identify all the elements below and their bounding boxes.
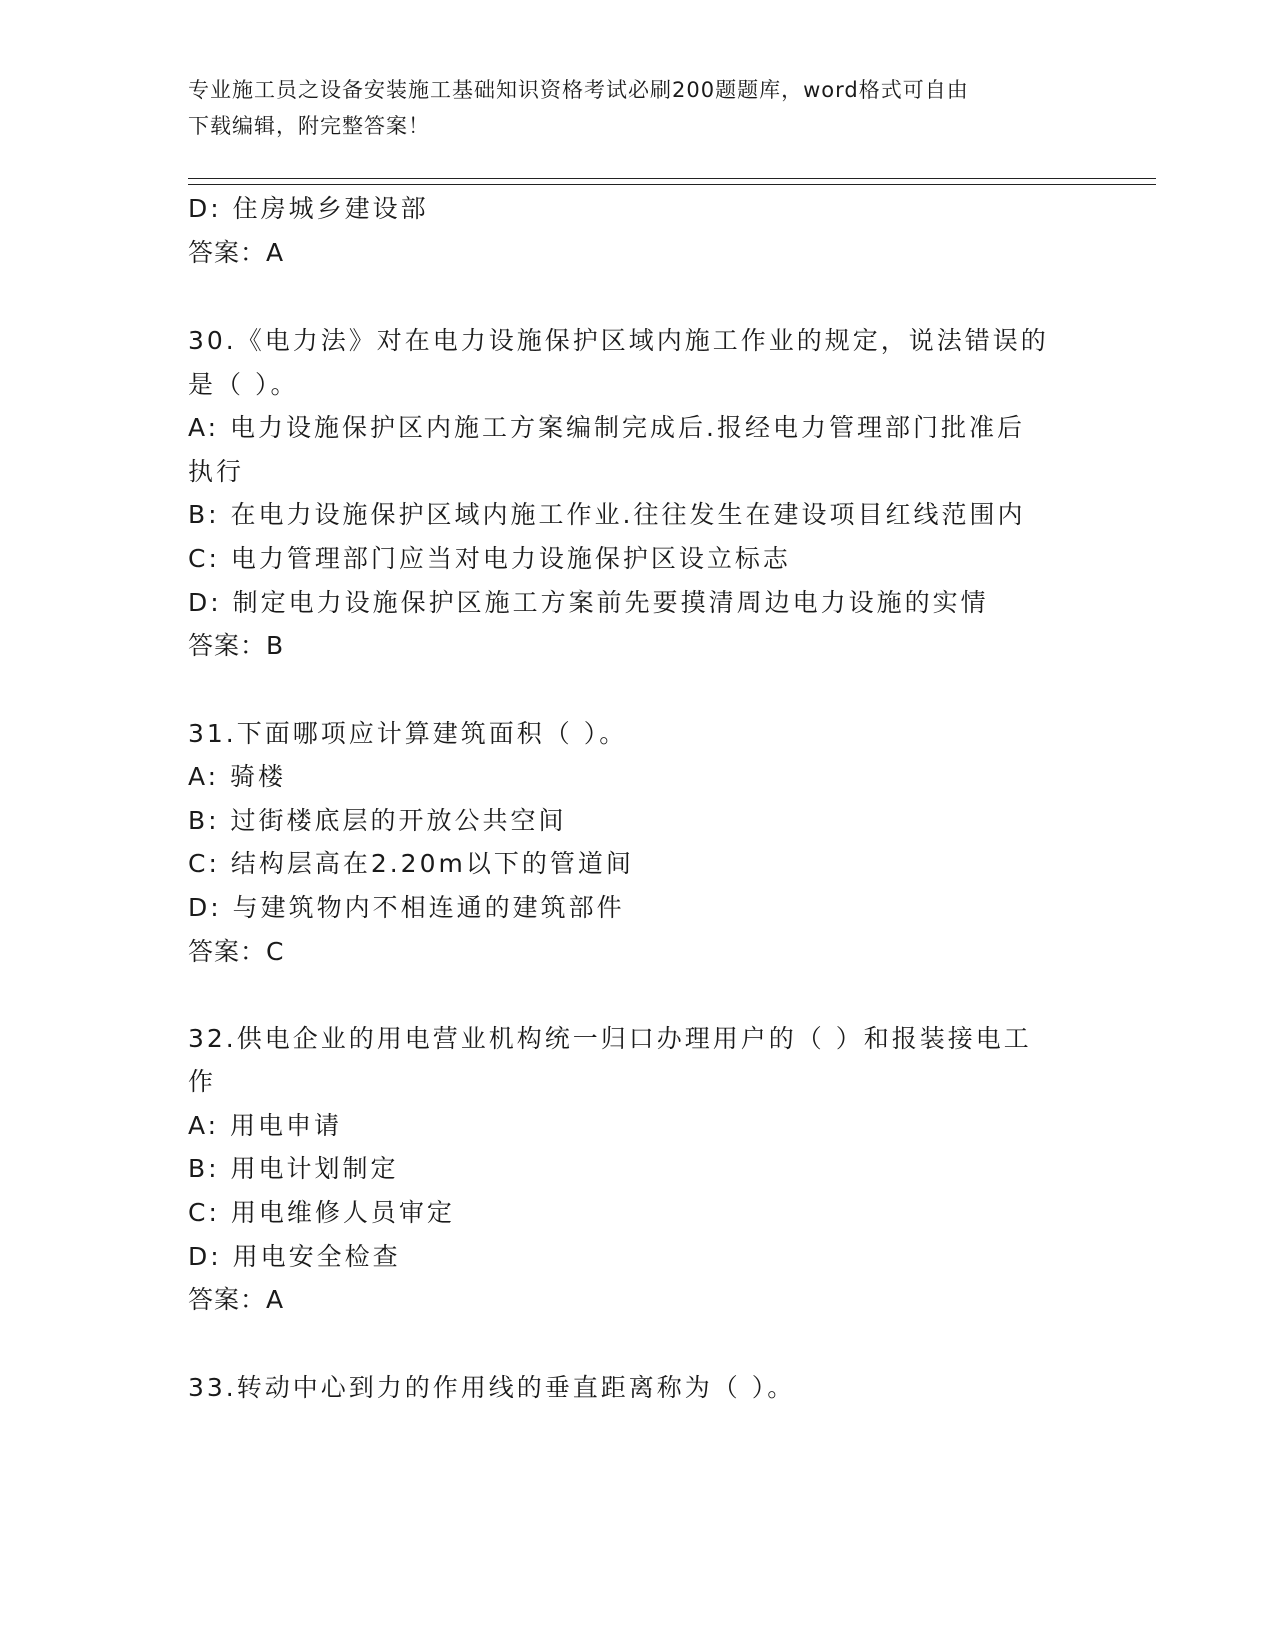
q30-stem-line-2: 是（ ）。 — [188, 370, 299, 399]
q30-option-a-line-1: A: 电力设施保护区内施工方案编制完成后.报经电力管理部门批准后 — [188, 413, 1025, 442]
q30-stem-line-1: 30.《电力法》对在电力设施保护区域内施工作业的规定，说法错误的 — [188, 326, 1049, 355]
q31-option-d: D: 与建筑物内不相连通的建筑部件 — [188, 893, 625, 922]
q30-answer: 答案：B — [188, 631, 285, 660]
header-rule-bottom — [188, 184, 1156, 185]
q32-option-a: A: 用电申请 — [188, 1111, 343, 1140]
q32-option-c: C: 用电维修人员审定 — [188, 1198, 455, 1227]
document-header — [188, 72, 1068, 144]
header-line-1: 专业施工员之设备安装施工基础知识资格考试必刷200题题库，word格式可自由 — [188, 78, 969, 102]
q31-answer: 答案：C — [188, 937, 285, 966]
q30-option-c: C: 电力管理部门应当对电力设施保护区设立标志 — [188, 544, 791, 573]
q30-option-d: D: 制定电力设施保护区施工方案前先要摸清周边电力设施的实情 — [188, 588, 989, 617]
q30-option-b: B: 在电力设施保护区域内施工作业.往往发生在建设项目红线范围内 — [188, 500, 1026, 529]
q31-option-c: C: 结构层高在2.20m以下的管道间 — [188, 849, 634, 878]
prev-answer: 答案：A — [188, 238, 285, 267]
q32-option-d: D: 用电安全检查 — [188, 1242, 401, 1271]
q31-option-b: B: 过街楼底层的开放公共空间 — [188, 806, 567, 835]
q33-stem: 33.转动中心到力的作用线的垂直距离称为（ ）。 — [188, 1373, 796, 1402]
q32-stem-line-1: 32.供电企业的用电营业机构统一归口办理用户的（ ）和报装接电工 — [188, 1024, 1032, 1053]
q32-answer: 答案：A — [188, 1285, 285, 1314]
prev-option-d: D: 住房城乡建设部 — [188, 194, 429, 223]
header-line-2: 下载编辑，附完整答案！ — [188, 114, 430, 138]
q30-option-a-line-2: 执行 — [188, 457, 245, 486]
q31-option-a: A: 骑楼 — [188, 762, 287, 791]
q31-stem: 31.下面哪项应计算建筑面积（ ）。 — [188, 719, 628, 748]
header-rule-top — [188, 178, 1156, 179]
q32-stem-line-2: 作 — [188, 1067, 217, 1096]
q32-option-b: B: 用电计划制定 — [188, 1154, 399, 1183]
